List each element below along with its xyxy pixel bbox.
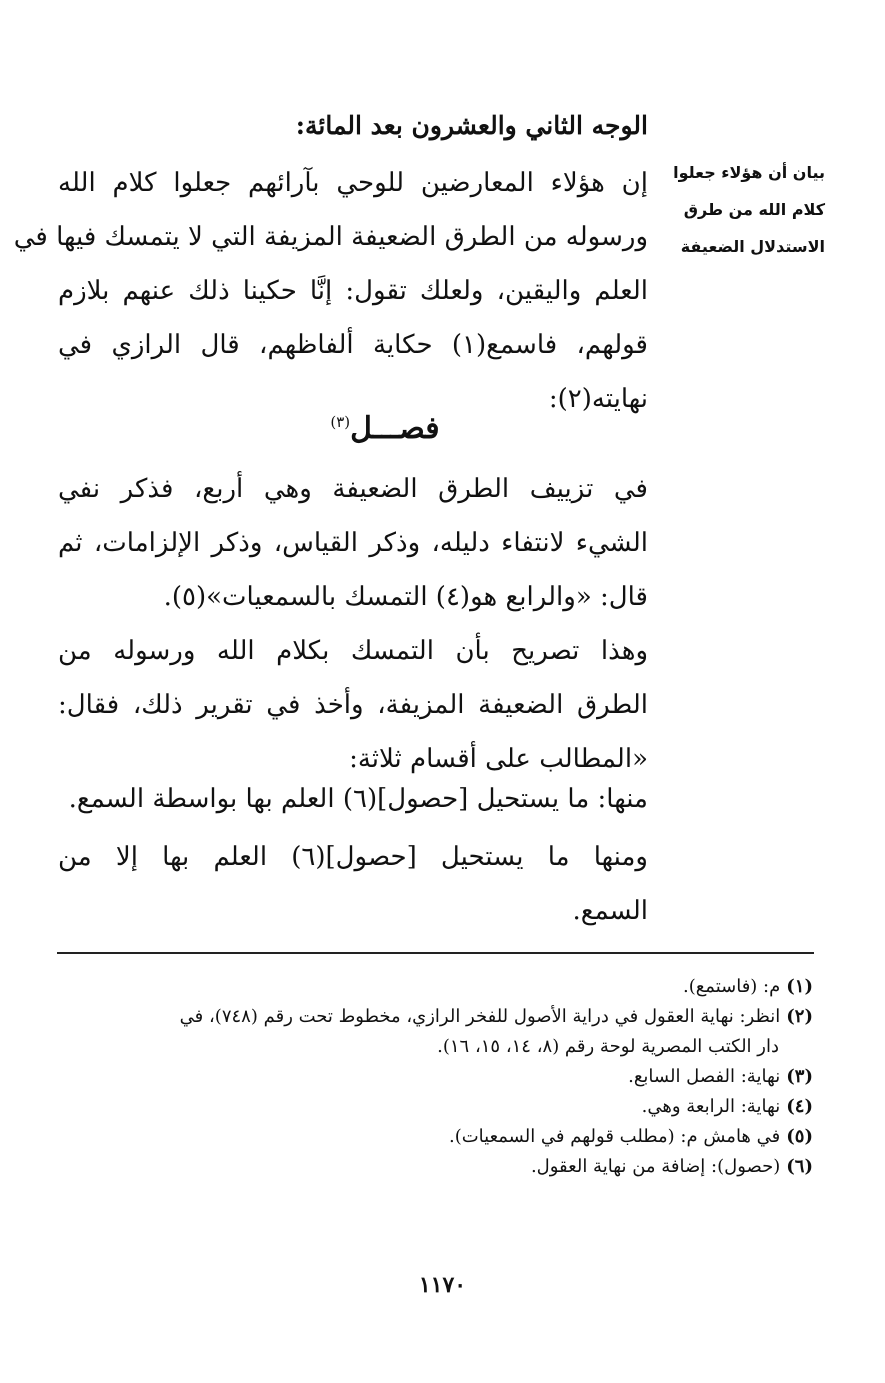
footnote-text: نهاية: الفصل السابع.: [628, 1066, 781, 1087]
text-line: العلم واليقين، ولعلك تقول: إنَّا حكينا ذلك عنهم بلازم: [58, 276, 648, 306]
text-line: نهايته(٢):: [548, 384, 648, 414]
footnote-divider: [57, 952, 814, 954]
footnote-4: [53, 1092, 813, 1122]
footnote-text: في هامش م: (مطلب قولهم في السمعيات).: [448, 1126, 781, 1147]
text-line: الشيء لانتفاء دليله، وذكر القياس، وذكر الإلزامات، ثم: [58, 528, 648, 558]
margin-note-line: الاستدلال الضعيفة: [680, 237, 825, 256]
footnote-number: (٥): [786, 1126, 813, 1147]
footnote-number: (٣): [786, 1066, 813, 1087]
footnote-number: (٤): [786, 1096, 813, 1117]
section-title: [0, 398, 770, 453]
margin-note-line: بيان أن هؤلاء جعلوا: [673, 163, 825, 182]
paragraph-4: [58, 772, 648, 826]
paragraph-5: [58, 830, 648, 938]
page-number: ١١٧٠: [418, 1272, 467, 1298]
footnote-5: [53, 1122, 813, 1152]
footnote-6: [53, 1152, 813, 1182]
section-heading: الوجه الثاني والعشرون بعد المائة:: [295, 111, 648, 140]
margin-note-line: كلام الله من طرق: [683, 200, 825, 219]
footnote-1: [53, 972, 813, 1002]
text-line: قال: «والرابع هو(٤) التمسك بالسمعيات»(٥).: [163, 582, 648, 612]
footnote-2: [53, 1002, 813, 1032]
text-line: وهذا تصريح بأن التمسك بكلام الله ورسوله من: [58, 636, 648, 666]
footnote-text: نهاية: الرابعة وهي.: [641, 1096, 781, 1117]
footnotes: [53, 972, 813, 1182]
footnote-text: م: (فاستمع).: [682, 976, 781, 997]
text-line: في تزييف الطرق الضعيفة وهي أربع، فذكر نفي: [58, 474, 648, 504]
footnote-3: [53, 1062, 813, 1092]
text-line: الطرق الضعيفة المزيفة، وأخذ في تقرير ذلك، فقال:: [58, 690, 648, 720]
paragraph-3: [58, 624, 648, 786]
paragraph-1: [13, 156, 648, 426]
text-line: قولهم، فاسمع(١) حكاية ألفاظهم، قال الرازي في: [58, 330, 648, 360]
section-title-text: فصـــل: [350, 411, 440, 446]
text-line: منها: ما يستحيل [حصول](٦) العلم بها بواسطة السمع.: [68, 784, 648, 814]
footnote-2-continuation: دار الكتب المصرية لوحة رقم (٨، ١٤، ١٥، ١٦).: [437, 1036, 779, 1057]
footnote-text: (حصول): إضافة من نهاية العقول.: [530, 1156, 781, 1177]
footnote-number: (٦): [786, 1156, 813, 1177]
footnote-number: (٢): [786, 1006, 813, 1027]
margin-note: [655, 154, 825, 265]
text-line: «المطالب على أقسام ثلاثة:: [349, 744, 648, 774]
paragraph-2: [58, 462, 648, 624]
text-line: ورسوله من الطرق الضعيفة المزيفة التي لا يتمسك فيها في: [13, 222, 648, 252]
text-line: ومنها ما يستحيل [حصول](٦) العلم بها إلا من: [58, 842, 648, 872]
section-title-footnote-ref: (٣): [330, 413, 351, 431]
footnote-number: (١): [786, 976, 813, 997]
footnote-text: انظر: نهاية العقول في دراية الأصول للفخر الرازي، مخطوط تحت رقم (٧٤٨)، في: [179, 1006, 781, 1027]
text-line: إن هؤلاء المعارضين للوحي بآرائهم جعلوا كلام الله: [58, 168, 648, 198]
text-line: السمع.: [572, 896, 648, 926]
